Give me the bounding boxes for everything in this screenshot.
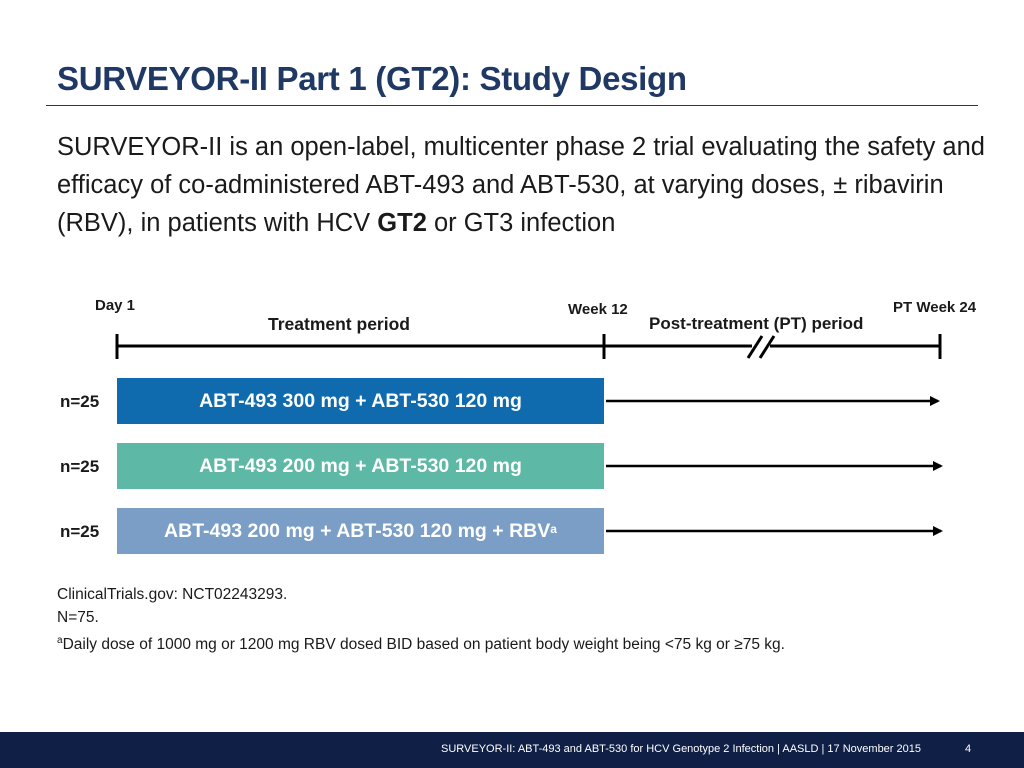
timeline-post-treatment-label: Post-treatment (PT) period bbox=[649, 314, 864, 333]
arm1-treatment-box bbox=[117, 378, 604, 424]
footer-citation: SURVEYOR-II: ABT-493 and ABT-530 for HCV Genotype 2 Infection | AASLD | 17 November 2015 bbox=[441, 743, 921, 755]
timeline-day1-label: Day 1 bbox=[95, 297, 136, 314]
arm2-treatment-label: ABT-493 200 mg + ABT-530 120 mg bbox=[199, 454, 522, 477]
timeline-treatment-period-label: Treatment period bbox=[268, 314, 410, 334]
timeline-pt-week24-label: PT Week 24 bbox=[893, 299, 977, 316]
arm3-treatment-box bbox=[117, 508, 604, 554]
page-number: 4 bbox=[965, 743, 972, 755]
intro-text-bold: GT2 bbox=[377, 209, 427, 237]
intro-text-start: SURVEYOR-II is an open-label, multicenter phase 2 trial evaluating the safety and efficacy of co-administered ABT-493 and ABT-530, at varying doses, ± ribavirin (RBV), in patients with HCV bbox=[57, 133, 985, 237]
arm3-footnote-marker: a bbox=[550, 522, 557, 536]
footnote-total-n: N=75. bbox=[57, 609, 99, 626]
timeline-week12-label: Week 12 bbox=[568, 301, 628, 318]
arm1-treatment-label: ABT-493 300 mg + ABT-530 120 mg bbox=[199, 389, 522, 412]
arm2-treatment-box bbox=[117, 443, 604, 489]
footnote-rbv-text: Daily dose of 1000 mg or 1200 mg RBV dosed BID based on patient body weight being <75 kg or ≥75 kg. bbox=[62, 636, 785, 654]
slide-title: SURVEYOR-II Part 1 (GT2): Study Design bbox=[57, 60, 687, 97]
arm3-n-label: n=25 bbox=[60, 522, 100, 541]
footnote-clinicaltrials: ClinicalTrials.gov: NCT02243293. bbox=[57, 586, 288, 603]
intro-text-end: or GT3 infection bbox=[426, 209, 616, 237]
arm2-n-label: n=25 bbox=[60, 457, 100, 476]
arm1-n-label: n=25 bbox=[60, 392, 100, 411]
footnote-rbv-marker: a bbox=[57, 635, 63, 646]
footnote-rbv-dose bbox=[57, 629, 785, 656]
footnotes bbox=[57, 583, 785, 656]
arm3-treatment-label: ABT-493 200 mg + ABT-530 120 mg + RBV bbox=[164, 519, 551, 542]
